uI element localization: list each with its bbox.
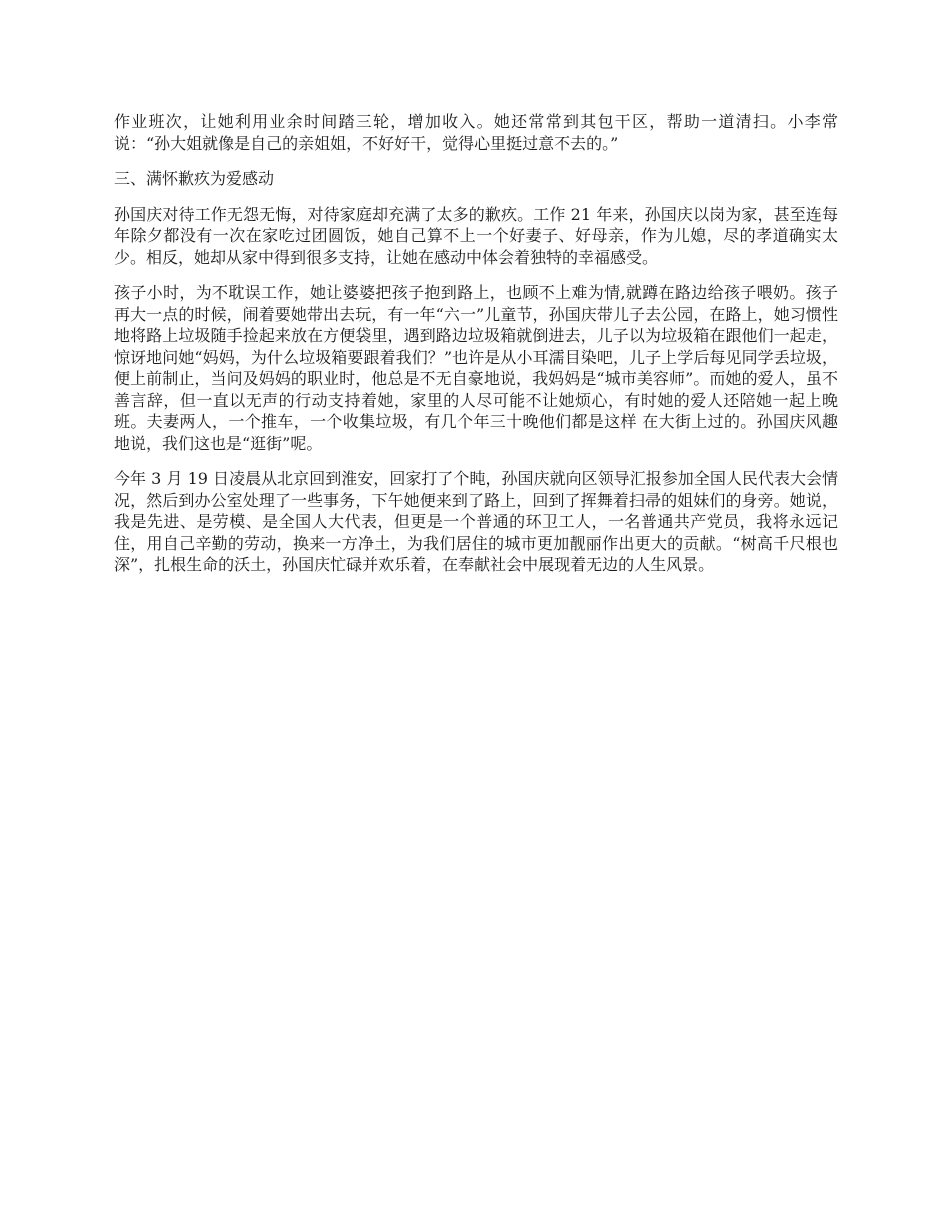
paragraph-intro: 作业班次，让她利用业余时间踏三轮，增加收入。她还常常到其包干区，帮助一道清扫。小李常说：“孙大姐就像是自己的亲姐姐，不好好干，觉得心里挺过意不去的。” <box>114 112 838 153</box>
document-body <box>114 111 838 590</box>
paragraph-return-to-work: 今年 3 月 19 日凌晨从北京回到淮安，回家打了个盹，孙国庆就向区领导汇报参加全国人民代表大会情况，然后到办公室处理了一些事务，下午她便来到了路上，回到了挥舞着扫帚的姐妹们的身旁。她说，我是先进、是劳模、是全国人大代表，但更是一个普通的环卫工人，一名普通共产党员，我将永远记住，用自己辛勤的劳动，换来一方净土，为我们居住的城市更加靓丽作出更大的贡献。“树高千尺根也深”，扎根生命的沃土，孙国庆忙碌并欢乐着，在奉献社会中展现着无边的人生风景。 <box>114 469 838 574</box>
section-heading: 三、满怀歉疚为爱感动 <box>114 169 275 188</box>
paragraph-guilt: 孙国庆对待工作无怨无悔，对待家庭却充满了太多的歉疚。工作 21 年来，孙国庆以岗为家，甚至连每年除夕都没有一次在家吃过团圆饭，她自己算不上一个好妻子、好母亲，作为儿媳，尽的孝道确实太少。相反，她却从家中得到很多支持，让她在感动中体会着独特的幸福感受。 <box>114 204 838 267</box>
paragraph-family-support: 孩子小时，为不耽误工作，她让婆婆把孩子抱到路上，也顾不上难为情,就蹲在路边给孩子喂奶。孩子再大一点的时候，闹着要她带出去玩，有一年“六一”儿童节，孙国庆带儿子去公园，在路上，她习惯性地将路上垃圾随手捡起来放在方便袋里，遇到路边垃圾箱就倒进去，儿子以为垃圾箱在跟他们一起走，惊讶地问她“妈妈，为什么垃圾箱要跟着我们？”也许是从小耳濡目染吧，儿子上学后每见同学丢垃圾，便上前制止，当问及妈妈的职业时，他总是不无自豪地说，我妈妈是“城市美容师”。而她的爱人，虽不善言辞，但一直以无声的行动支持着她，家里的人尽可能不让她烦心，有时她的爱人还陪她一起上晚班。夫妻两人，一个推车，一个收集垃圾，有几个年三十晚他们都是这样 在大街上过的。孙国庆风趣地说，我们这也是“逛街”呢。 <box>114 283 838 453</box>
